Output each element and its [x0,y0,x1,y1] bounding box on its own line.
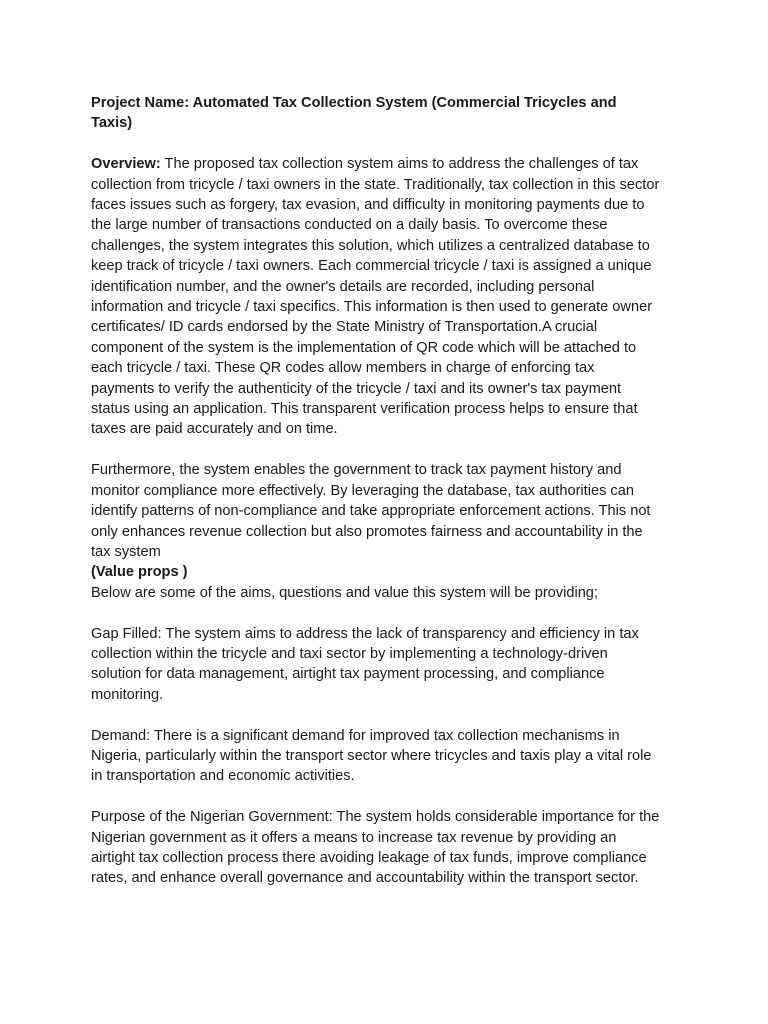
overview-line-1-text: The proposed tax collection system aims to address the challenges of tax [160,156,639,173]
overview-line: identification number, and the owner's details are recorded, including personal [91,278,595,295]
furthermore-line: only enhances revenue collection but also promotes fairness and accountability in the [91,523,643,540]
demand-line: in transportation and economic activities. [91,768,355,785]
overview-label: Overview: [91,156,161,173]
overview-line-1 [91,154,691,174]
overview-line: collection from tricycle / taxi owners in the state. Traditionally, tax collection in this sector [91,176,660,193]
overview-line: component of the system is the implementation of QR code which will be attached to [91,339,637,356]
furthermore-line: monitor compliance more effectively. By leveraging the database, tax authorities can [91,482,634,499]
furthermore-line: identify patterns of non-compliance and take appropriate enforcement actions. This not [91,503,651,520]
overview-paragraph [91,154,691,440]
overview-line: certificates/ ID cards endorsed by the State Ministry of Transportation.A crucial [91,319,598,336]
overview-line: status using an application. This transparent verification process helps to ensure that [91,401,638,418]
paragraph-gap [91,440,691,460]
paragraph-gap [91,705,691,725]
gap-filled-paragraph [91,624,691,706]
overview-line: the large number of transactions conducted on a daily basis. To overcome these [91,217,608,234]
purpose-line: rates, and enhance overall governance and accountability within the transport sector. [91,870,639,887]
overview-line: keep track of tricycle / taxi owners. Each commercial tricycle / taxi is assigned a unique [91,258,652,275]
gap-filled-line: solution for data management, airtight tax payment processing, and compliance [91,666,605,683]
demand-paragraph [91,726,691,787]
furthermore-paragraph [91,460,691,562]
furthermore-line: tax system [91,543,161,560]
purpose-line: airtight tax collection process there avoiding leakage of tax funds, improve compliance [91,849,647,866]
paragraph-gap [91,134,691,154]
value-props-intro: Below are some of the aims, questions and value this system will be providing; [91,584,598,601]
paragraph-gap [91,787,691,807]
gap-filled-line: collection within the tricycle and taxi sector by implementing a technology-driven [91,645,608,662]
project-name-line-1: Project Name: Automated Tax Collection System (Commercial Tricycles and [91,95,617,111]
furthermore-line: Furthermore, the system enables the government to track tax payment history and [91,462,622,479]
value-props-heading: (Value props ) [91,564,188,581]
project-name-heading [91,93,691,134]
overview-line: payments to verify the authenticity of the tricycle / taxi and its owner's tax payment [91,380,622,397]
document-body [91,93,691,889]
gap-filled-line: monitoring. [91,686,164,703]
paragraph-gap [91,603,691,623]
purpose-line: Nigerian government as it offers a means to increase tax revenue by providing an [91,829,617,846]
overview-line: each tricycle / taxi. These QR codes allow members in charge of enforcing tax [91,360,595,377]
purpose-line: Purpose of the Nigerian Government: The system holds considerable importance for the [91,809,660,826]
overview-line: information and tricycle / taxi specifics. This information is then used to generate owner [91,299,653,316]
overview-line: faces issues such as forgery, tax evasion, and difficulty in monitoring payments due to [91,197,645,214]
gap-filled-line: Gap Filled: The system aims to address the lack of transparency and efficiency in tax [91,625,639,642]
purpose-paragraph [91,807,691,889]
project-name-line-2: Taxis) [91,115,133,132]
demand-line: Nigeria, particularly within the transport sector where tricycles and taxis play a vital role [91,747,652,764]
demand-line: Demand: There is a significant demand for improved tax collection mechanisms in [91,727,620,744]
overview-line: challenges, the system integrates this solution, which utilizes a centralized database to [91,237,650,254]
overview-line: taxes are paid accurately and on time. [91,421,338,438]
